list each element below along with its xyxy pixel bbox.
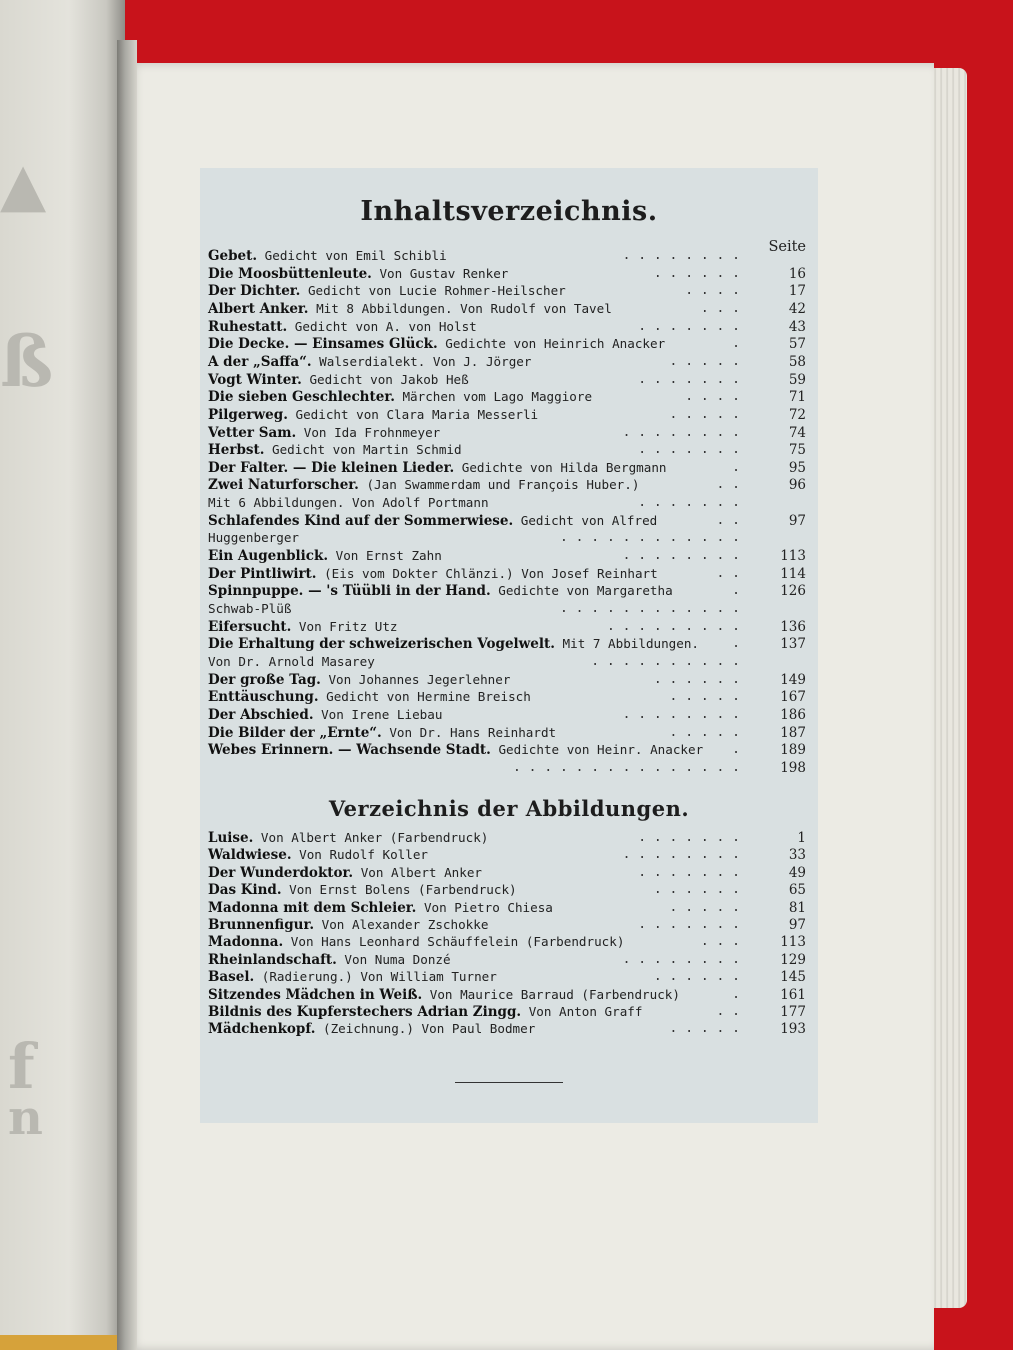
entry-text bbox=[208, 353, 531, 371]
list-item bbox=[208, 371, 806, 389]
entry-title: Basel. bbox=[208, 969, 255, 986]
list-item bbox=[208, 933, 806, 951]
entry-page-number: 186 bbox=[780, 706, 806, 723]
entry-text bbox=[208, 933, 624, 951]
list-item bbox=[208, 951, 806, 969]
entry-title: Ruhestatt. bbox=[208, 318, 288, 335]
leader-dots: . . bbox=[716, 512, 740, 528]
entry-page-number: 71 bbox=[788, 389, 806, 406]
list-item bbox=[208, 671, 806, 689]
entry-title: Der Wunderdoktor. bbox=[208, 864, 354, 881]
entry-author: Gedichte von Heinrich Anacker bbox=[437, 336, 666, 352]
list-item bbox=[208, 424, 806, 442]
entry-text bbox=[208, 494, 489, 512]
entry-author: Gedicht von Emil Schibli bbox=[257, 248, 447, 263]
entry-title: Vetter Sam. bbox=[208, 424, 297, 441]
entry-title: Madonna. bbox=[208, 934, 284, 951]
list-item bbox=[208, 476, 806, 494]
entry-text bbox=[208, 247, 447, 265]
entry-page-number: 42 bbox=[788, 300, 806, 317]
entry-title: Brunnenfigur. bbox=[208, 917, 315, 933]
leader-dots: . . . . . bbox=[669, 1021, 740, 1037]
list-item bbox=[208, 582, 806, 600]
entry-author: Von Dr. Hans Reinhardt bbox=[381, 724, 557, 740]
entry-page-number: 75 bbox=[788, 442, 806, 459]
entry-text bbox=[208, 265, 508, 283]
entry-author: Walserdialekt. Von J. Jörger bbox=[311, 353, 532, 369]
entry-text bbox=[208, 653, 375, 671]
entry-page-number: 113 bbox=[780, 934, 806, 951]
leader-dots: . . . . bbox=[685, 283, 740, 299]
entry-title: Der große Tag. bbox=[208, 671, 321, 688]
entry-text bbox=[208, 741, 703, 759]
entry-page-number: 95 bbox=[788, 459, 806, 476]
leader-dots: . . . . . . . . . . . . bbox=[559, 601, 740, 616]
list-item bbox=[208, 406, 806, 424]
entry-author: Von Dr. Arnold Masarey bbox=[208, 653, 375, 669]
entry-page-number: 114 bbox=[780, 565, 806, 582]
leader-dots: . . . . . . . bbox=[638, 318, 740, 334]
entry-title: Mädchenkopf. bbox=[208, 1021, 316, 1038]
entry-text bbox=[208, 406, 538, 424]
entry-author: Von Ida Frohnmeyer bbox=[296, 424, 441, 440]
leader-dots: . . . . . . . . bbox=[622, 548, 740, 564]
list-item bbox=[208, 653, 806, 671]
entry-author: Gedicht von Clara Maria Messerli bbox=[287, 406, 539, 422]
leader-dots: . . . . . . . . . bbox=[606, 618, 740, 634]
list-item bbox=[208, 741, 806, 759]
entry-page-number: 137 bbox=[780, 636, 806, 653]
entry-title: Die Bilder der „Ernte“. bbox=[208, 724, 382, 741]
list-item bbox=[208, 282, 806, 300]
leader-dots: . bbox=[732, 636, 740, 652]
list-item bbox=[208, 635, 806, 653]
list-item bbox=[208, 1003, 806, 1021]
leader-dots: . bbox=[732, 583, 740, 599]
entry-author: Von Johannes Jegerlehner bbox=[320, 671, 511, 687]
entry-author: Von Albert Anker (Farbendruck) bbox=[253, 830, 489, 845]
entry-author: Gedichte von Heinr. Anacker bbox=[490, 742, 704, 758]
list-item bbox=[208, 388, 806, 406]
leader-dots: . . . . . bbox=[669, 899, 740, 915]
list-item bbox=[208, 846, 806, 864]
leader-dots: . . . . . . bbox=[653, 265, 740, 281]
leader-dots: . . . . . . . . bbox=[622, 424, 740, 440]
leader-dots: . . . . . . . . . . . . . . . bbox=[513, 759, 740, 775]
entry-author: Gedicht von A. von Holst bbox=[287, 318, 477, 334]
entry-author: Von Hans Leonhard Schäuffelein (Farbendruck) bbox=[283, 934, 625, 950]
entry-text bbox=[208, 968, 497, 986]
entry-author: Von Gustav Renker bbox=[371, 265, 509, 281]
list-item bbox=[208, 968, 806, 986]
book-cover-edge bbox=[0, 1335, 120, 1350]
entry-page-number: 145 bbox=[780, 969, 806, 986]
entry-page-number: 187 bbox=[780, 724, 806, 741]
entry-author: Schwab-Plüß bbox=[208, 601, 292, 616]
entry-page-number: 129 bbox=[780, 951, 806, 968]
entry-title: Albert Anker. bbox=[208, 300, 309, 317]
entry-title: Enttäuschung. bbox=[208, 689, 319, 706]
entry-page-number: 161 bbox=[780, 986, 806, 1003]
entry-text bbox=[208, 512, 657, 530]
entry-author: Gedichte von Hilda Bergmann bbox=[454, 459, 667, 475]
entry-page-number: 136 bbox=[780, 618, 806, 635]
entry-author: Gedicht von Lucie Rohmer-Heilscher bbox=[300, 283, 566, 299]
entry-title: Spinnpuppe. — 's Tüübli in der Hand. bbox=[208, 583, 491, 600]
leader-dots: . . bbox=[716, 1004, 740, 1019]
entry-author: Mit 7 Abbildungen. bbox=[554, 636, 700, 652]
list-item bbox=[208, 318, 806, 336]
entry-author: Von Numa Donzé bbox=[336, 951, 451, 967]
entry-text bbox=[208, 635, 699, 653]
entry-text bbox=[208, 529, 299, 547]
entry-page-number: 49 bbox=[788, 864, 806, 881]
entry-author: (Radierung.) Von William Turner bbox=[254, 969, 497, 985]
leader-dots: . . . . . bbox=[669, 724, 740, 740]
leader-dots: . bbox=[732, 459, 740, 475]
entry-title: Pilgerweg. bbox=[208, 406, 288, 423]
entry-text bbox=[208, 335, 665, 353]
leader-dots: . . . . . . . . . . . . bbox=[559, 530, 740, 546]
entry-author: Von Alexander Zschokke bbox=[314, 917, 489, 932]
leader-dots: . . . . . bbox=[669, 689, 740, 705]
leader-dots: . . . . . . . . . . bbox=[591, 653, 740, 669]
entry-title: Madonna mit dem Schleier. bbox=[208, 899, 417, 916]
list-item bbox=[208, 512, 806, 530]
entry-text bbox=[208, 951, 451, 969]
entry-text bbox=[208, 424, 440, 442]
entry-title: Sitzendes Mädchen in Weiß. bbox=[208, 986, 423, 1003]
left-page: ▲ ß f n bbox=[0, 0, 125, 1350]
entry-page-number: 65 bbox=[788, 882, 806, 899]
page-column-header: Seite bbox=[768, 239, 806, 255]
entry-text bbox=[208, 881, 517, 899]
entry-page-number: 113 bbox=[780, 548, 806, 565]
entry-title: Gebet. bbox=[208, 248, 258, 264]
list-item bbox=[208, 600, 806, 618]
entry-title: Der Falter. — Die kleinen Lieder. bbox=[208, 459, 455, 476]
list-item bbox=[208, 899, 806, 917]
list-item bbox=[208, 247, 806, 265]
entry-page-number: 57 bbox=[788, 336, 806, 353]
toc-title: Inhaltsverzeichnis. bbox=[360, 196, 658, 227]
entry-text bbox=[208, 1020, 535, 1038]
entry-text bbox=[208, 476, 639, 494]
entry-page-number: 126 bbox=[780, 583, 806, 600]
entry-text bbox=[208, 688, 531, 706]
entry-title: Bildnis des Kupferstechers Adrian Zingg. bbox=[208, 1004, 522, 1020]
leader-dots: . . . . . . bbox=[653, 882, 740, 898]
entry-text bbox=[208, 547, 442, 565]
entry-title: Der Pintliwirt. bbox=[208, 565, 317, 582]
entry-author: (Jan Swammerdam und François Huber.) bbox=[358, 477, 640, 493]
entry-title: Luise. bbox=[208, 830, 254, 846]
list-item bbox=[208, 300, 806, 318]
entry-author: Huggenberger bbox=[208, 530, 299, 546]
entry-author: Von Rudolf Koller bbox=[291, 847, 429, 863]
entry-title: Der Abschied. bbox=[208, 706, 314, 723]
leader-dots: . . . bbox=[700, 934, 740, 950]
entry-page-number: 59 bbox=[788, 371, 806, 388]
leader-dots: . bbox=[732, 742, 740, 758]
entry-author: (Zeichnung.) Von Paul Bodmer bbox=[315, 1021, 536, 1037]
leader-dots: . . . . . . . . bbox=[622, 248, 740, 263]
entry-text bbox=[208, 986, 680, 1004]
leader-dots: . . . . . . . bbox=[638, 864, 740, 880]
entry-text bbox=[208, 618, 397, 636]
leader-dots: . . . . . . bbox=[653, 969, 740, 985]
entry-text bbox=[208, 706, 442, 724]
entry-text bbox=[208, 600, 291, 618]
entry-author: Von Ernst Bolens (Farbendruck) bbox=[281, 882, 517, 898]
entry-author: Mit 6 Abbildungen. Von Adolf Portmann bbox=[208, 495, 489, 511]
entry-text bbox=[208, 671, 510, 689]
entry-title: Zwei Naturforscher. bbox=[208, 477, 359, 494]
entry-title: Webes Erinnern. — Wachsende Stadt. bbox=[208, 742, 491, 759]
list-item bbox=[208, 547, 806, 565]
leader-dots: . . . . . . . bbox=[638, 830, 740, 845]
entry-page-number: 81 bbox=[788, 899, 806, 916]
leader-dots: . . . bbox=[700, 300, 740, 316]
list-item bbox=[208, 881, 806, 899]
entry-page-number: 33 bbox=[788, 847, 806, 864]
leader-dots: . . . . . . . . bbox=[622, 847, 740, 863]
entry-text bbox=[208, 371, 469, 389]
list-item bbox=[208, 529, 806, 547]
list-item bbox=[208, 618, 806, 636]
entry-page-number: 58 bbox=[788, 353, 806, 370]
entry-title: Herbst. bbox=[208, 442, 265, 459]
entry-author: Von Albert Anker bbox=[353, 864, 483, 880]
entry-text bbox=[208, 724, 556, 742]
leader-dots: . . . . . . . bbox=[638, 371, 740, 387]
entry-author: Gedicht von Hermine Breisch bbox=[318, 689, 531, 705]
entry-page-number: 177 bbox=[780, 1004, 806, 1020]
entry-text bbox=[208, 1003, 642, 1021]
entry-author: Von Maurice Barraud (Farbendruck) bbox=[422, 986, 680, 1002]
list-item bbox=[208, 441, 806, 459]
entry-page-number: 96 bbox=[788, 477, 806, 494]
entry-page-number: 74 bbox=[788, 424, 806, 441]
entry-text bbox=[208, 318, 477, 336]
entry-title: Waldwiese. bbox=[208, 847, 292, 864]
leader-dots: . . bbox=[716, 565, 740, 581]
leader-dots: . . . . . . . bbox=[638, 495, 740, 511]
list-item bbox=[208, 494, 806, 512]
entry-text bbox=[208, 459, 667, 477]
list-item bbox=[208, 353, 806, 371]
entry-page-number: 198 bbox=[780, 759, 806, 776]
list-item bbox=[208, 688, 806, 706]
list-item bbox=[208, 265, 806, 283]
leader-dots: . bbox=[732, 336, 740, 352]
entry-text bbox=[208, 388, 592, 406]
entry-author: Gedicht von Jakob Heß bbox=[301, 371, 469, 387]
entry-title: Die Decke. — Einsames Glück. bbox=[208, 336, 438, 353]
leader-dots: . . . . . . . bbox=[638, 917, 740, 932]
entry-title: Ein Augenblick. bbox=[208, 548, 329, 565]
list-item bbox=[208, 759, 806, 777]
list-item bbox=[208, 916, 806, 934]
entry-title: Schlafendes Kind auf der Sommerwiese. bbox=[208, 512, 514, 529]
list-item bbox=[208, 565, 806, 583]
entry-text bbox=[208, 300, 612, 318]
leader-dots: . . . . . bbox=[669, 406, 740, 422]
entry-page-number: 97 bbox=[788, 512, 806, 529]
figures-title: Verzeichnis der Abbildungen. bbox=[328, 796, 690, 821]
leader-dots: . . . . bbox=[685, 389, 740, 405]
entry-title: Die Moosbüttenleute. bbox=[208, 265, 372, 282]
entry-author: Mit 8 Abbildungen. Von Rudolf von Tavel bbox=[308, 300, 612, 316]
leader-dots: . . . . . . . . bbox=[622, 706, 740, 722]
list-item bbox=[208, 706, 806, 724]
entry-title: Das Kind. bbox=[208, 882, 282, 899]
entry-title: Der Dichter. bbox=[208, 283, 301, 300]
leader-dots: . . bbox=[716, 477, 740, 493]
entry-text bbox=[208, 829, 488, 847]
entry-text bbox=[208, 565, 658, 583]
entry-author: Von Irene Liebau bbox=[313, 706, 443, 722]
entry-page-number: 17 bbox=[788, 283, 806, 300]
list-item bbox=[208, 986, 806, 1004]
entry-text bbox=[208, 282, 566, 300]
entry-author: Von Anton Graff bbox=[521, 1004, 643, 1019]
entry-author: Gedichte von Margaretha bbox=[490, 583, 673, 599]
entry-text bbox=[208, 441, 462, 459]
entry-title: Rheinlandschaft. bbox=[208, 951, 337, 968]
entry-page-number: 189 bbox=[780, 742, 806, 759]
entry-page-number: 167 bbox=[780, 689, 806, 706]
leader-dots: . . . . . . bbox=[653, 671, 740, 687]
entry-author: Gedicht von Martin Schmid bbox=[264, 442, 462, 458]
entry-author: Märchen vom Lago Maggiore bbox=[394, 389, 593, 405]
entry-page-number: 193 bbox=[780, 1021, 806, 1038]
leader-dots: . . . . . . . . bbox=[622, 951, 740, 967]
leader-dots: . . . . . bbox=[669, 353, 740, 369]
entry-page-number: 97 bbox=[788, 917, 806, 933]
entry-title: Die Erhaltung der schweizerischen Vogelwelt. bbox=[208, 636, 555, 653]
entry-page-number: 149 bbox=[780, 671, 806, 688]
closing-rule bbox=[455, 1082, 563, 1083]
list-item bbox=[208, 724, 806, 742]
entry-page-number: 16 bbox=[788, 265, 806, 282]
leader-dots: . . . . . . . bbox=[638, 442, 740, 458]
entry-title: Vogt Winter. bbox=[208, 371, 302, 388]
entry-text bbox=[208, 846, 428, 864]
entry-page-number: 43 bbox=[788, 318, 806, 335]
list-item bbox=[208, 829, 806, 847]
entry-title: A der „Saffa“. bbox=[208, 353, 312, 370]
book-binding bbox=[117, 40, 137, 1350]
list-item bbox=[208, 459, 806, 477]
entry-author: Von Ernst Zahn bbox=[328, 548, 442, 564]
entry-author: Von Fritz Utz bbox=[291, 618, 398, 634]
entry-text bbox=[208, 899, 553, 917]
entry-author: (Eis vom Dokter Chlänzi.) Von Josef Reinhart bbox=[316, 565, 658, 581]
entry-title: Eifersucht. bbox=[208, 618, 292, 635]
entry-title: Die sieben Geschlechter. bbox=[208, 389, 395, 406]
entry-text bbox=[208, 582, 673, 600]
entry-text bbox=[208, 864, 482, 882]
list-item bbox=[208, 335, 806, 353]
entry-page-number: 1 bbox=[797, 830, 806, 846]
leader-dots: . bbox=[732, 986, 740, 1002]
entry-author: Von Pietro Chiesa bbox=[416, 899, 553, 915]
list-item bbox=[208, 864, 806, 882]
entry-text bbox=[208, 916, 488, 934]
entry-page-number: 72 bbox=[788, 406, 806, 423]
entry-author: Gedicht von Alfred bbox=[513, 512, 658, 528]
list-item bbox=[208, 1020, 806, 1038]
